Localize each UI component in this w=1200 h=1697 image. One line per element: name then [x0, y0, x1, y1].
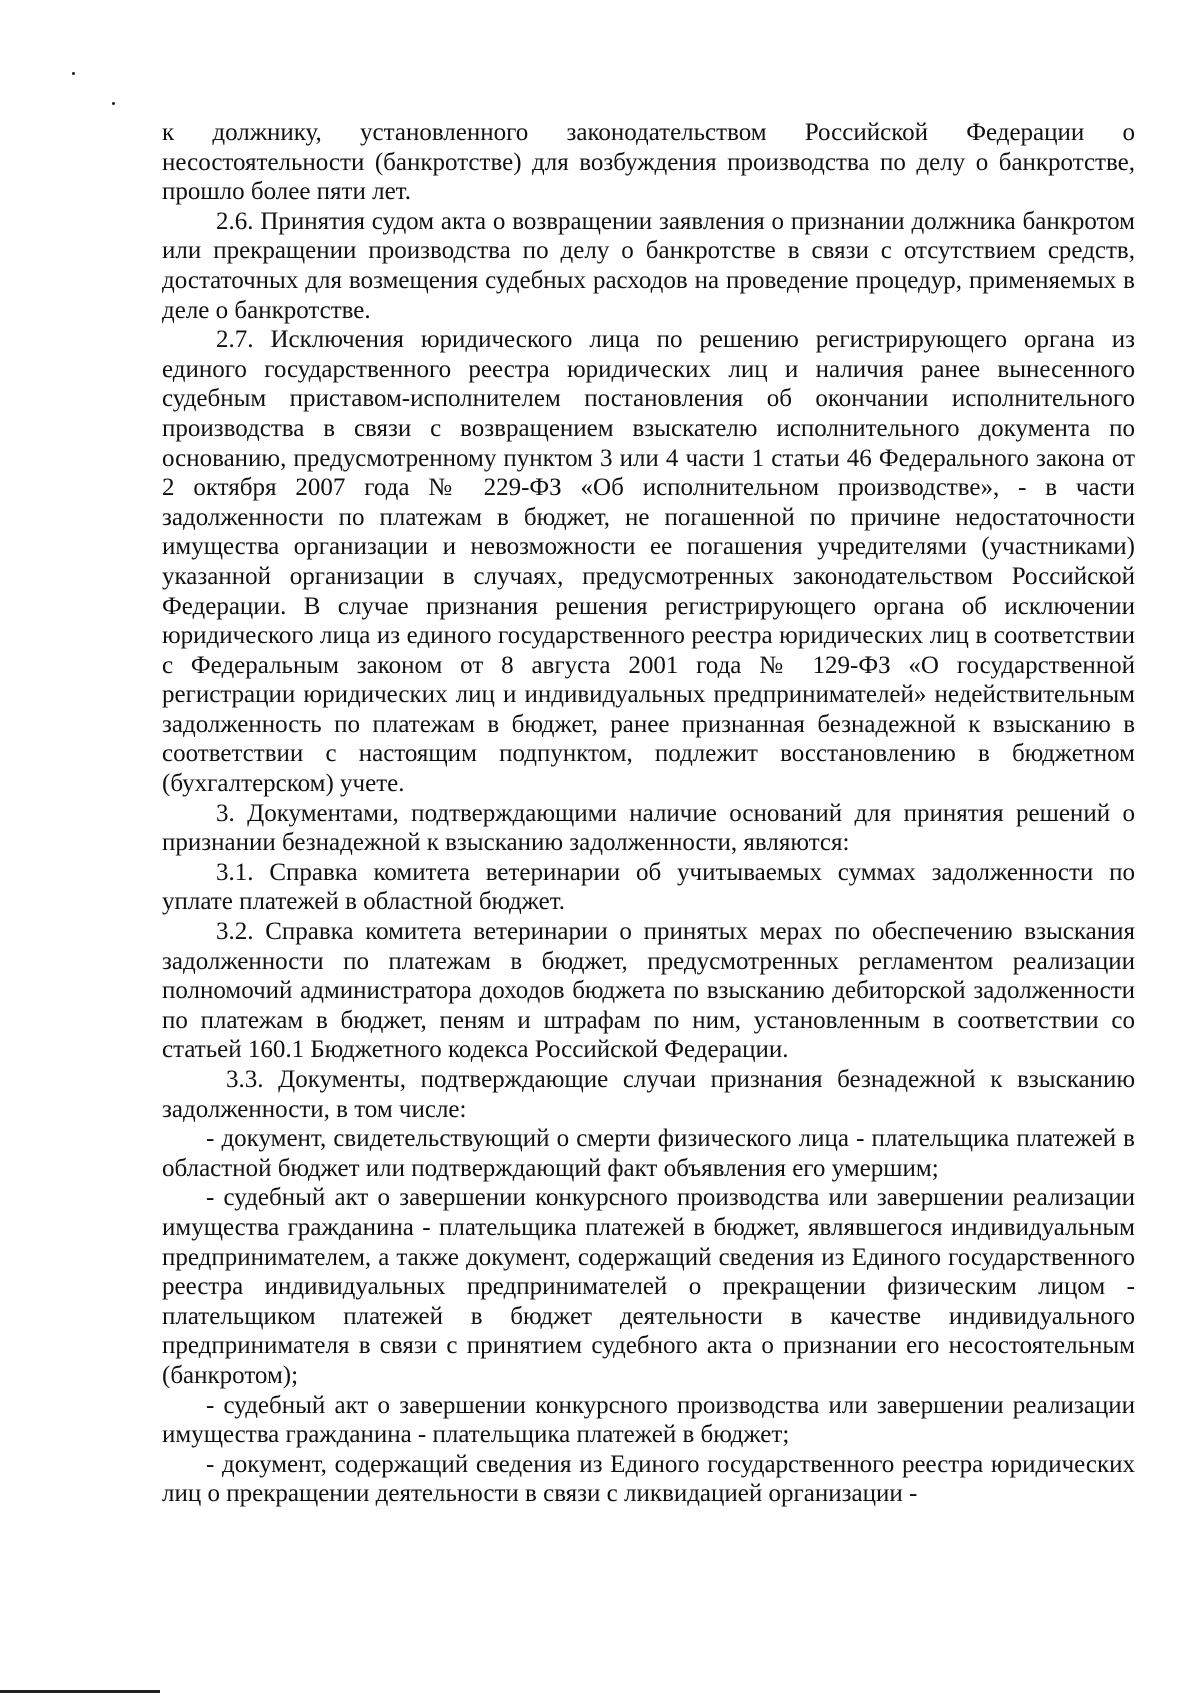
document-body: [162, 118, 1135, 1509]
list-item-entrepreneur-bankruptcy: - судебный акт о завершении конкурсного производства или завершении реализации имущества гражданина - плательщика платежей в бюджет, являвшегося индивидуальным предпринимателем, а также документ, содержащий сведения из Единого государственного реестра индивидуальных предпринимателей о прекращении физическим лицом - плательщиком платежей в бюджет деятельности в качестве индивидуального предпринимателя в связи с принятием судебного акта о признании его несостоятельным (банкротом);: [162, 1184, 1135, 1389]
paragraph-2-7: 2.7. Исключения юридического лица по решению регистрирующего органа из единого государственного реестра юридических лиц и наличия ранее вынесенного судебным приставом-исполнителем постановления об окончании исполнительного производства в связи с возвращением взыскателю исполнительного документа по основанию, предусмотренному пунктом 3 или 4 части 1 статьи 46 Федерального закона от 2 октября 2007 года № 229-ФЗ «Об исполнительном производстве», - в части задолженности по платежам в бюджет, не погашенной по причине недостаточности имущества организации и невозможности ее погашения учредителями (участниками) указанной организации в случаях, предусмотренных законодательством Российской Федерации. В случае признания решения регистрирующего органа об исключении юридического лица из единого государственного реестра юридических лиц в соответствии с Федеральным законом от 8 августа 2001 года № 129-ФЗ «О государственной регистрации юридических лиц и индивидуальных предпринимателей» недействительным задолженность по платежам в бюджет, ранее признанная безнадежной к взысканию в соответствии с настоящим подпунктом, подлежит восстановлению в бюджетном (бухгалтерском) учете.: [162, 326, 1135, 798]
paragraph-3-2: 3.2. Справка комитета ветеринарии о принятых мерах по обеспечению взыскания задолженности по платежам в бюджет, предусмотренных регламентом реализации полномочий администратора доходов бюджета по взысканию дебиторской задолженности по платежам в бюджет, пеням и штрафам по ним, установленным в соответствии со статьей 160.1 Бюджетного кодекса Российской Федерации.: [162, 918, 1135, 1064]
paragraph-2-6: 2.6. Принятия судом акта о возвращении заявления о признании должника банкротом или прекращении производства по делу о банкротстве в связи с отсутствием средств, достаточных для возмещения судебных расходов на проведение процедур, применяемых в деле о банкротстве.: [162, 207, 1135, 324]
paragraph-continuation: к должнику, установленного законодательством Российской Федерации о несостоятельности (банкротстве) для возбуждения производства по делу о банкротстве, прошло более пяти лет.: [162, 119, 1135, 206]
paragraph-3-3: 3.3. Документы, подтверждающие случаи признания безнадежной к взысканию задолженности, в том числе:: [162, 1066, 1135, 1123]
paragraph-3: 3. Документами, подтверждающими наличие оснований для принятия решений о признании безнадежной к взысканию задолженности, являются:: [162, 799, 1135, 857]
list-item-citizen-bankruptcy: - судебный акт о завершении конкурсного производства или завершении реализации имущества гражданина - плательщика платежей в бюджет;: [162, 1391, 1135, 1449]
scan-speck: [112, 102, 115, 105]
scan-speck: [72, 72, 75, 75]
list-item-death-document: - документ, свидетельствующий о смерти физического лица - плательщика платежей в областной бюджет или подтверждающий факт объявления его умершим;: [162, 1125, 1135, 1182]
footnote-rule: [0, 1690, 160, 1693]
list-item-liquidation-record: - документ, содержащий сведения из Единого государственного реестра юридических лиц о прекращении деятельности в связи с ликвидацией организации -: [162, 1450, 1135, 1508]
paragraph-3-1: 3.1. Справка комитета ветеринарии об учитываемых суммах задолженности по уплате платежей в областной бюджет.: [162, 858, 1135, 916]
